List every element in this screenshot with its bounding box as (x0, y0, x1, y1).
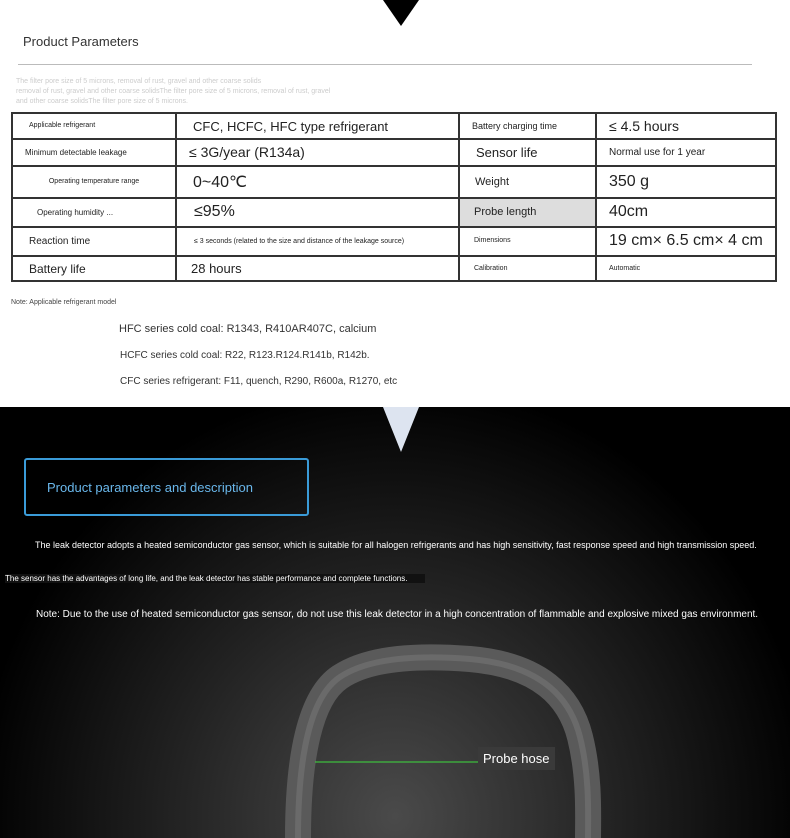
table-row (12, 198, 776, 227)
value-cell: 350 g (596, 166, 776, 198)
probe-hose-image (0, 407, 790, 838)
value-cell: 40cm (596, 198, 776, 227)
description-line: The sensor has the advantages of long life, and the leak detector has stable performance and complete functions. (5, 574, 425, 583)
value-cell: 19 cm× 6.5 cm× 4 cm (596, 227, 776, 256)
parameters-table (11, 112, 777, 282)
down-triangle-decoration (383, 0, 419, 26)
table-row (12, 139, 776, 165)
value-cell: ≤ 4.5 hours (596, 113, 776, 139)
label-cell: Calibration (459, 256, 596, 281)
label-cell: Sensor life (459, 139, 596, 165)
table-row (12, 166, 776, 198)
label-cell: Weight (459, 166, 596, 198)
value-cell: ≤ 3G/year (R134a) (176, 139, 459, 165)
value-cell: Normal use for 1 year (596, 139, 776, 165)
label-cell: Reaction time (12, 227, 176, 256)
value-cell: 28 hours (176, 256, 459, 281)
series-line: CFC series refrigerant: F11, quench, R290, R600a, R1270, etc (120, 376, 398, 387)
table-row (12, 227, 776, 256)
faint-watermark-text: The filter pore size of 5 microns, removal of rust, gravel and other coarse solids removal of rust, gravel and other coarse solidsThe filter pore size of 5 microns, removal of rust, gravel and other coarse solidsThe filter pore size of 5 microns. (16, 78, 331, 105)
table-row (12, 113, 776, 139)
description-line: The leak detector adopts a heated semiconductor gas sensor, which is suitable for all halogen refrigerants and has high sensitivity, fast response speed and high transmission speed. (35, 540, 757, 550)
value-cell: ≤ 3 seconds (related to the size and distance of the leakage source) (176, 227, 459, 256)
label-cell: Dimensions (459, 227, 596, 256)
title-divider (18, 64, 752, 65)
section-title: Product Parameters (23, 34, 139, 49)
table-row (12, 256, 776, 281)
series-line: HCFC series cold coal: R22, R123.R124.R141b, R142b. (120, 350, 370, 361)
label-cell: Applicable refrigerant (12, 113, 176, 139)
label-cell: Minimum detectable leakage (12, 139, 176, 165)
value-cell: Automatic (596, 256, 776, 281)
label-cell: Operating humidity ... (12, 198, 176, 227)
value-cell: CFC, HCFC, HFC type refrigerant (176, 113, 459, 139)
value-cell: ≤95% (176, 198, 459, 227)
label-cell: Battery charging time (459, 113, 596, 139)
label-cell: Operating temperature range (12, 166, 176, 198)
value-cell: 0~40℃ (176, 166, 459, 198)
description-line: Note: Due to the use of heated semiconductor gas sensor, do not use this leak detector in a high concentration of flammable and explosive mixed gas environment. (36, 609, 759, 620)
probe-hose-label: Probe hose (478, 747, 555, 770)
series-line: HFC series cold coal: R1343, R410AR407C, calcium (119, 323, 377, 335)
description-section (0, 407, 790, 838)
table-note: Note: Applicable refrigerant model (11, 299, 117, 306)
description-heading: Product parameters and description (47, 480, 253, 495)
parameters-section (0, 0, 790, 407)
label-cell: Probe length (459, 198, 596, 227)
label-cell: Battery life (12, 256, 176, 281)
